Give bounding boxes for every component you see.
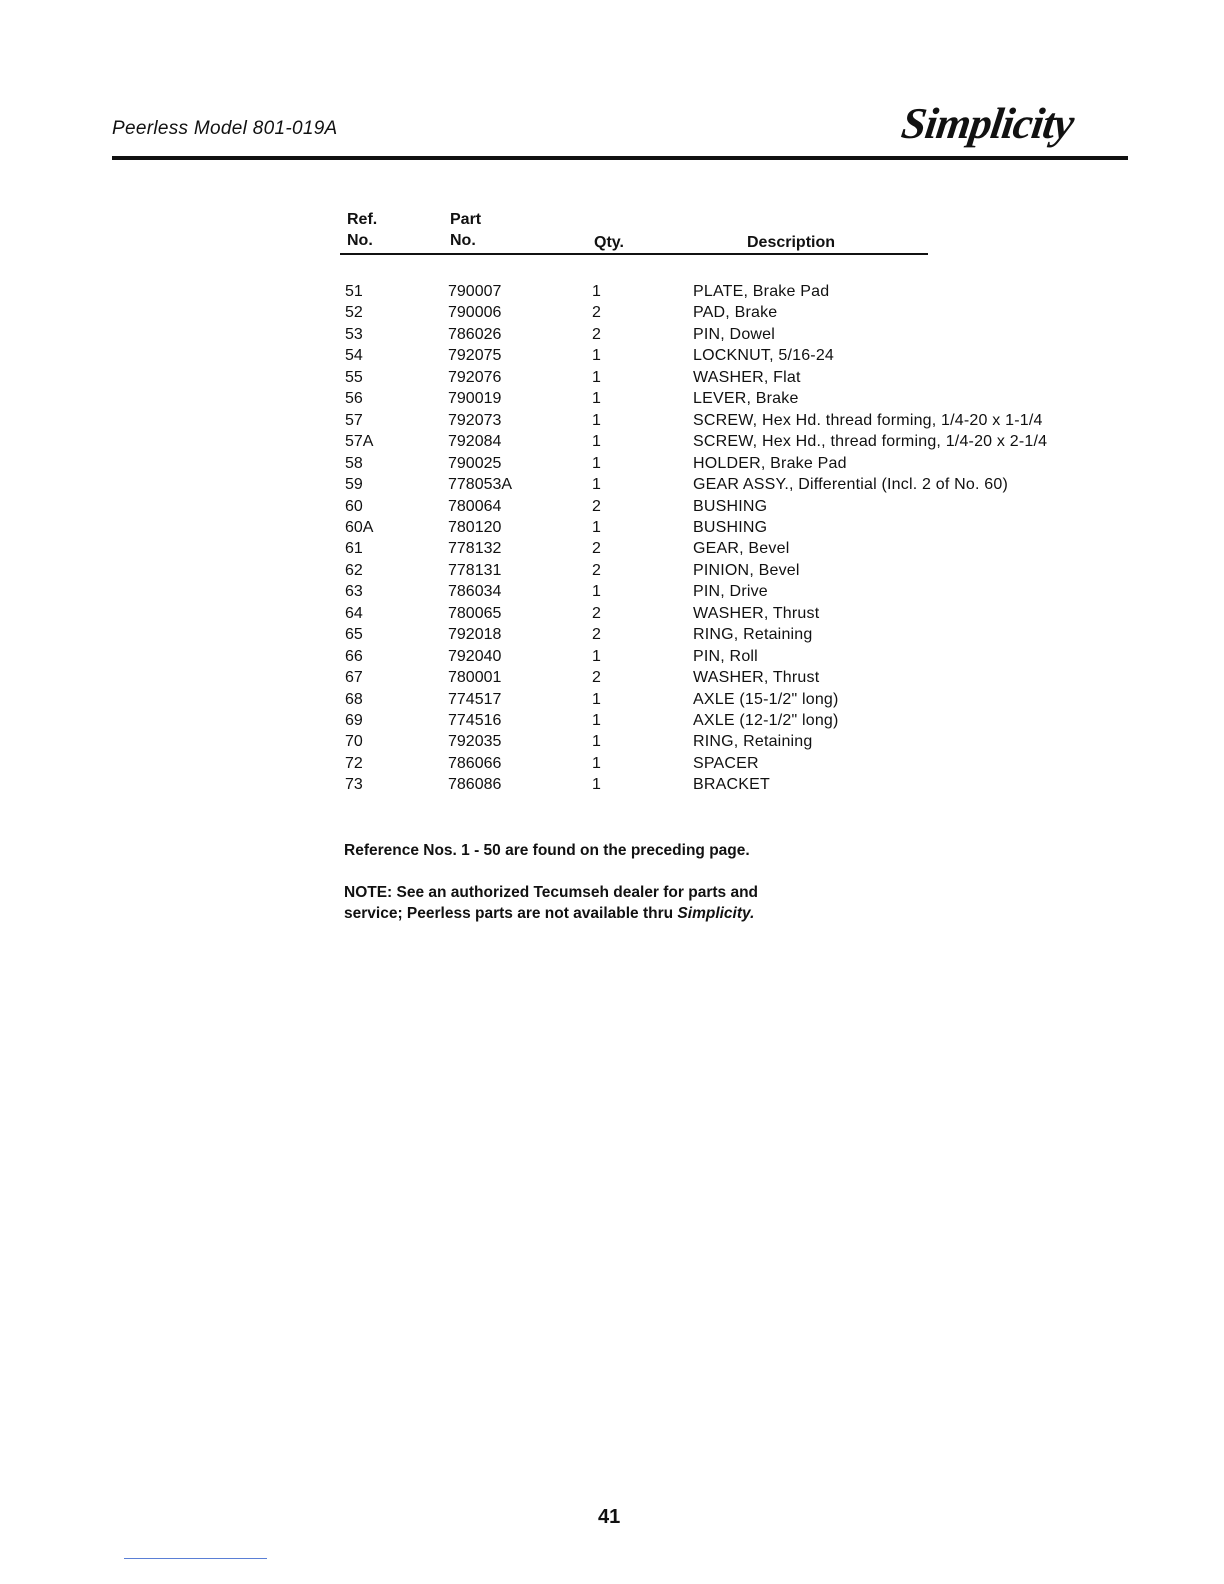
qty-cell: 1: [592, 433, 601, 451]
ref-cell: 56: [345, 390, 363, 408]
part-no-cell: 786066: [448, 754, 502, 772]
part-no-cell: 778131: [448, 561, 502, 579]
part-no-cell: 778053A: [448, 476, 513, 494]
part-no-cell: 790007: [448, 283, 502, 300]
simplicity-logo: Simplicity: [898, 99, 1077, 148]
description-cell: BUSHING: [693, 497, 768, 515]
ref-cell: 53: [345, 325, 363, 343]
part-no-cell: 792075: [448, 347, 502, 365]
table-row: [0, 431, 1224, 452]
column-header-part: [450, 209, 481, 251]
part-no-cell: 786086: [448, 776, 502, 794]
part-no-cell: 780064: [448, 497, 502, 515]
table-row: [0, 367, 1224, 388]
description-cell: SCREW, Hex Hd. thread forming, 1/4-20 x 1-1/4: [693, 411, 1043, 429]
description-cell: GEAR ASSY., Differential (Incl. 2 of No. 60): [693, 476, 1009, 494]
qty-cell: 1: [592, 368, 601, 386]
dealer-note-brand: Simplicity.: [677, 905, 755, 922]
qty-cell: 1: [592, 733, 601, 751]
table-row: [0, 774, 1224, 795]
column-header-ref: [347, 209, 377, 251]
part-no-cell: 792035: [448, 733, 502, 751]
dealer-note-line2-text: service; Peerless parts are not available thru: [344, 905, 678, 922]
part-no-cell: 790006: [448, 304, 502, 322]
description-cell: BRACKET: [693, 776, 770, 794]
qty-cell: 2: [592, 626, 601, 644]
description-cell: HOLDER, Brake Pad: [693, 454, 847, 472]
ref-cell: 66: [345, 647, 363, 665]
column-header-description: Description: [747, 234, 836, 251]
table-row: [0, 581, 1224, 602]
description-cell: PINION, Bevel: [693, 561, 800, 579]
ref-cell: 63: [345, 583, 363, 601]
part-no-cell: 786026: [448, 325, 502, 343]
qty-cell: 2: [592, 561, 601, 579]
part-no-cell: 792073: [448, 411, 502, 429]
qty-cell: 1: [592, 647, 601, 665]
table-row: [0, 753, 1224, 774]
ref-cell: 70: [345, 733, 363, 751]
qty-cell: 1: [592, 411, 601, 429]
qty-cell: 2: [592, 604, 601, 622]
ref-cell: 55: [345, 368, 363, 386]
qty-cell: 1: [592, 283, 601, 300]
table-row: [0, 453, 1224, 474]
part-no-cell: 780065: [448, 604, 502, 622]
description-cell: RING, Retaining: [693, 733, 813, 751]
part-no-cell: 778132: [448, 540, 502, 558]
qty-cell: 1: [592, 754, 601, 772]
qty-cell: 2: [592, 497, 601, 515]
ref-cell: 54: [345, 347, 363, 365]
part-no-cell: 790019: [448, 390, 502, 408]
table-row: [0, 281, 1224, 302]
table-row: [0, 667, 1224, 688]
ref-cell: 65: [345, 626, 363, 644]
table-row: [0, 538, 1224, 559]
table-row: [0, 517, 1224, 538]
qty-cell: 2: [592, 304, 601, 322]
description-cell: GEAR, Bevel: [693, 540, 790, 558]
ref-cell: 62: [345, 561, 363, 579]
description-cell: SCREW, Hex Hd., thread forming, 1/4-20 x 2-1/4: [693, 433, 1048, 451]
qty-cell: 2: [592, 325, 601, 343]
table-row: [0, 646, 1224, 667]
description-cell: LOCKNUT, 5/16-24: [693, 347, 835, 365]
description-cell: PIN, Drive: [693, 583, 768, 601]
ref-cell: 72: [345, 754, 363, 772]
part-no-cell: 780120: [448, 518, 502, 536]
reference-note: Reference Nos. 1 - 50 are found on the preceding page.: [344, 842, 750, 859]
table-row: [0, 603, 1224, 624]
qty-cell: 1: [592, 347, 601, 365]
part-no-cell: 790025: [448, 454, 502, 472]
table-row: [0, 388, 1224, 409]
part-header-line1: Part: [450, 211, 482, 228]
part-no-cell: 792018: [448, 626, 502, 644]
description-cell: LEVER, Brake: [693, 390, 799, 408]
part-no-cell: 792084: [448, 433, 502, 451]
dealer-note: [344, 882, 758, 924]
ref-cell: 64: [345, 604, 363, 622]
table-row: [0, 689, 1224, 710]
qty-cell: 1: [592, 390, 601, 408]
table-row: [0, 410, 1224, 431]
qty-cell: 2: [592, 669, 601, 687]
page-header-title: Peerless Model 801-019A: [112, 118, 338, 139]
table-row: [0, 710, 1224, 731]
table-row: [0, 302, 1224, 323]
ref-cell: 61: [345, 540, 363, 558]
description-cell: WASHER, Thrust: [693, 669, 820, 687]
qty-cell: 2: [592, 540, 601, 558]
description-cell: RING, Retaining: [693, 626, 813, 644]
ref-cell: 52: [345, 304, 363, 322]
part-no-cell: 792076: [448, 368, 502, 386]
table-row: [0, 624, 1224, 645]
qty-cell: 1: [592, 712, 601, 729]
description-cell: SPACER: [693, 754, 759, 772]
ref-cell: 69: [345, 712, 363, 729]
description-cell: AXLE (12-1/2" long): [693, 712, 839, 729]
description-cell: PAD, Brake: [693, 304, 778, 322]
description-cell: PIN, Dowel: [693, 325, 776, 343]
ref-cell: 73: [345, 776, 363, 794]
ref-cell: 60: [345, 497, 363, 515]
table-row: [0, 345, 1224, 366]
qty-cell: 1: [592, 518, 601, 536]
ref-cell: 59: [345, 476, 363, 494]
part-no-cell: 792040: [448, 647, 502, 665]
table-header-rule: [340, 253, 928, 255]
part-no-cell: 774517: [448, 690, 502, 708]
table-row: [0, 496, 1224, 517]
ref-header-line2: No.: [347, 232, 373, 249]
dealer-note-line2: [344, 903, 758, 924]
ref-header-line1: Ref.: [347, 211, 378, 228]
ref-cell: 60A: [345, 518, 374, 536]
qty-cell: 1: [592, 454, 601, 472]
description-cell: WASHER, Flat: [693, 368, 801, 386]
header-rule: [112, 156, 1128, 160]
decorative-blue-rule: [124, 1558, 267, 1559]
table-row: [0, 324, 1224, 345]
description-cell: PIN, Roll: [693, 647, 758, 665]
description-cell: PLATE, Brake Pad: [693, 283, 830, 300]
qty-cell: 1: [592, 583, 601, 601]
qty-cell: 1: [592, 690, 601, 708]
description-cell: AXLE (15-1/2" long): [693, 690, 839, 708]
ref-cell: 57A: [345, 433, 374, 451]
ref-cell: 58: [345, 454, 363, 472]
part-no-cell: 780001: [448, 669, 502, 687]
part-header-line2: No.: [450, 232, 476, 249]
dealer-note-line1: NOTE: See an authorized Tecumseh dealer for parts and: [344, 884, 759, 901]
ref-cell: 51: [345, 283, 363, 300]
table-row: [0, 474, 1224, 495]
page-number: 41: [598, 1506, 621, 1528]
part-no-cell: 774516: [448, 712, 502, 729]
table-row: [0, 731, 1224, 752]
column-header-qty: Qty.: [594, 234, 624, 251]
description-cell: BUSHING: [693, 518, 768, 536]
qty-cell: 1: [592, 776, 601, 794]
ref-cell: 57: [345, 411, 363, 429]
table-row: [0, 560, 1224, 581]
ref-cell: 67: [345, 669, 363, 687]
description-cell: WASHER, Thrust: [693, 604, 820, 622]
ref-cell: 68: [345, 690, 363, 708]
qty-cell: 1: [592, 476, 601, 494]
part-no-cell: 786034: [448, 583, 502, 601]
